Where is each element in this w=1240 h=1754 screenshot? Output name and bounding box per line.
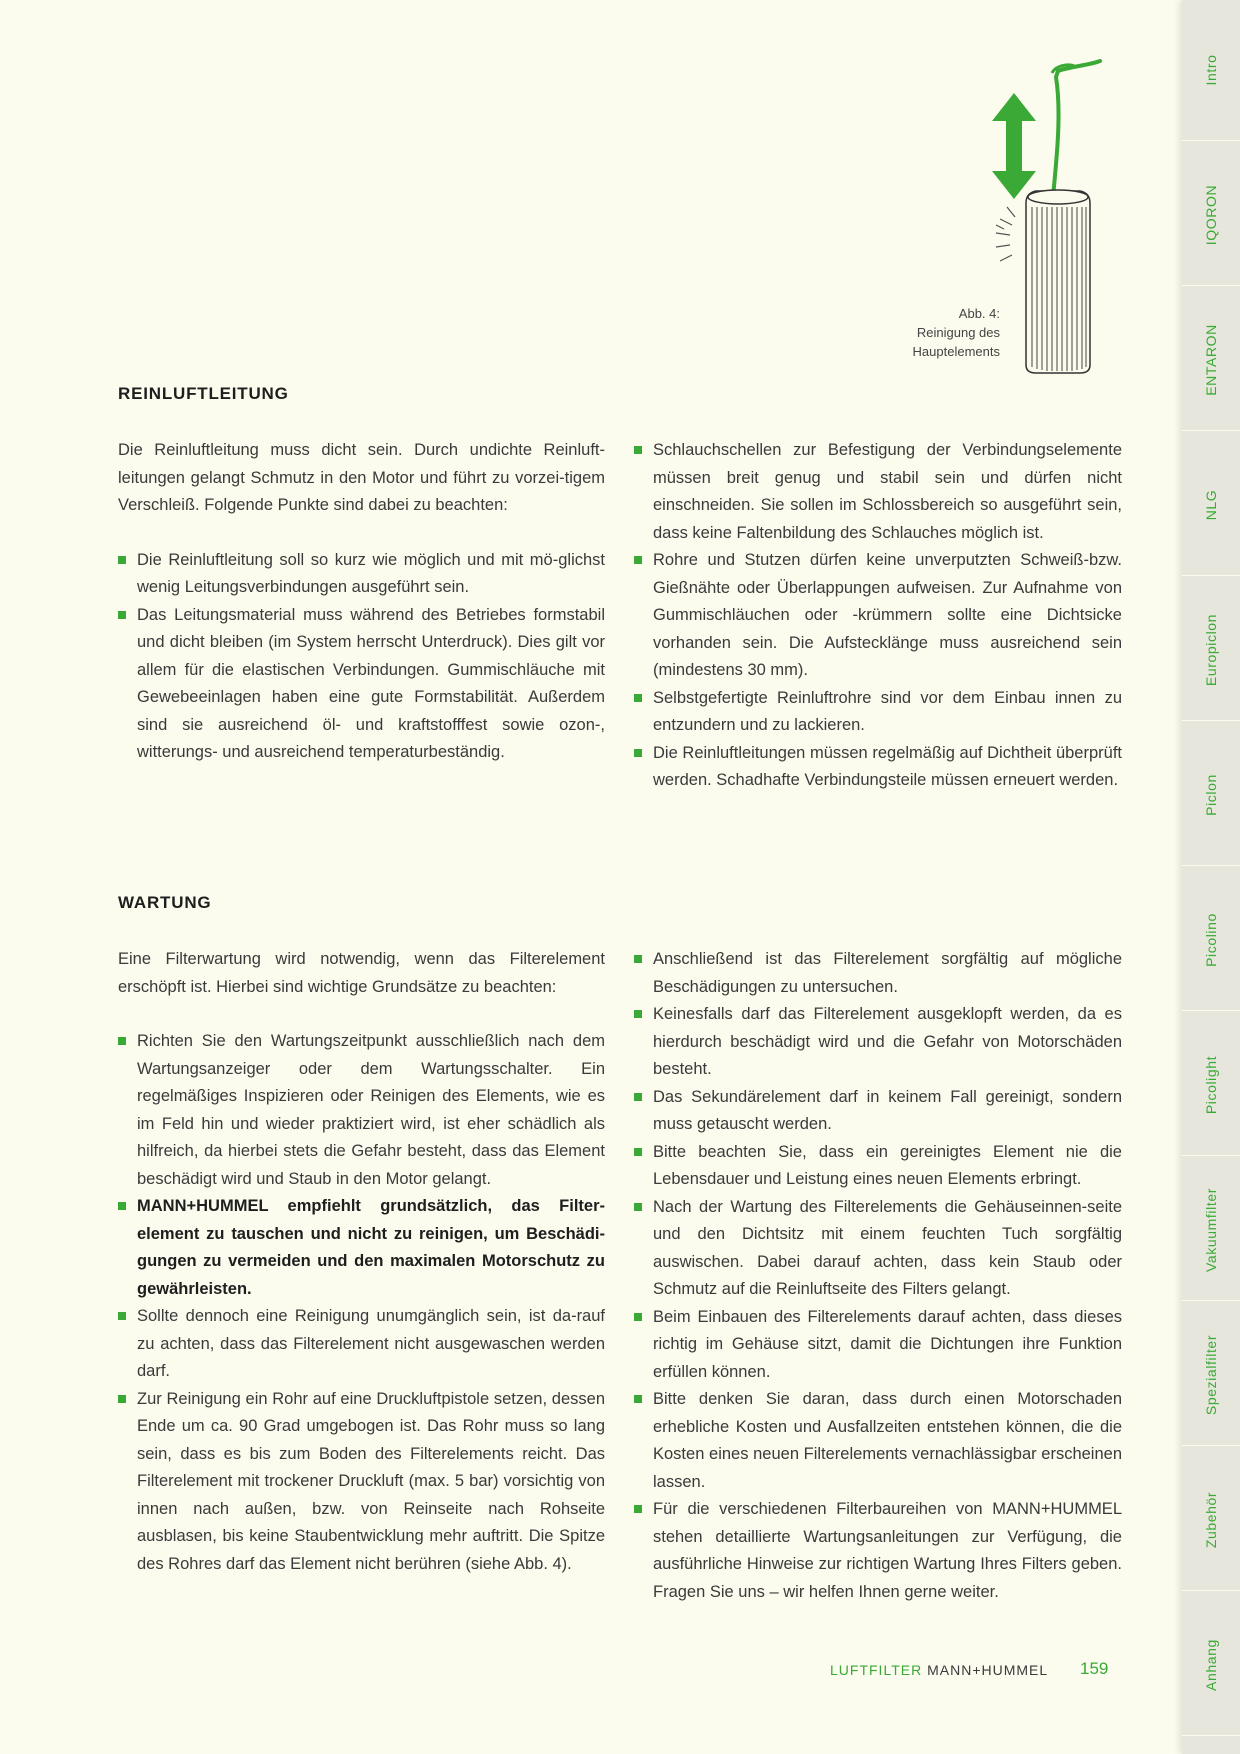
up-down-arrow-icon [992,93,1036,199]
section2-right-list [634,946,1122,1606]
tab-label: Vakuumfilter [1203,1188,1219,1272]
section-tab-strip [1182,0,1240,1754]
tab-anhang[interactable] [1182,1595,1240,1736]
tab-intro[interactable] [1182,0,1240,141]
list-item: Die Reinluftleitungen müssen regelmäßig auf Dichtheit überprüft werden. Schadhafte Verbindungsteile müssen erneuert werden. [634,740,1122,795]
tab-label: Picolight [1203,1055,1219,1115]
list-item: Rohre und Stutzen dürfen keine unverputzten Schweiß-bzw. Gießnähte oder Überlappungen aufweisen. Zur Aufnahme von Gummischläuchen oder -krümmern sollte eine Dichtsicke vorhanden sein. Die Aufstecklänge muss ausreichend sein (mindestens 30 mm). [634,547,1122,685]
list-item: Das Leitungsmaterial muss während des Betriebes formstabil und dicht bleiben (im System herrscht Unterdruck). Dies gilt vor allem für die elastischen Verbindungen. Gummischläuche mit Gewebeeinlagen haben eine gute Formstabilität. Außerdem sind sie ausreichend öl- und kraftstofffest sowie ozon-, witterungs- und ausreichend temperaturbeständig. [118,602,605,767]
footer-brand-company: MANN+HUMMEL [927,1662,1049,1678]
tab-zubehoer[interactable] [1182,1450,1240,1591]
tab-vakuumfilter[interactable] [1182,1160,1240,1301]
tab-picolino[interactable] [1182,870,1240,1011]
section2-left-list [118,1028,605,1578]
list-item: Sollte dennoch eine Reinigung unumgänglich sein, ist da-rauf zu achten, dass das Filterelement nicht ausgewaschen werden darf. [118,1303,605,1386]
tab-label: IQORON [1203,184,1219,246]
figure-caption: Abb. 4: Reinigung des Hauptelements [912,306,1000,359]
section1-intro: Die Reinluftleitung muss dicht sein. Durch undichte Reinluft-leitungen gelangt Schmutz in den Motor und führt zu vorzei-tigem Verschleiß. Folgende Punkte sind dabei zu beachten: [118,441,605,514]
tab-label: Spezialfilter [1203,1334,1219,1416]
tab-picolight[interactable] [1182,1015,1240,1156]
section-heading-reinluftleitung: REINLUFTLEITUNG [118,384,289,403]
tab-label: NLG [1203,489,1219,521]
list-item: Anschließend ist das Filterelement sorgfältig auf mögliche Beschädigungen zu untersuchen. [634,946,1122,1001]
section2-left-column [118,946,605,1578]
tab-entaron[interactable] [1182,290,1240,431]
tab-iqoron[interactable] [1182,145,1240,286]
filter-element-icon [1026,190,1090,373]
section2-intro: Eine Filterwartung wird notwendig, wenn das Filterelement erschöpft ist. Hierbei sind wichtige Grundsätze zu beachten: [118,950,605,996]
dust-lines [996,207,1015,261]
section1-right-list [634,437,1122,795]
tab-nlg[interactable] [1182,435,1240,576]
tab-label: Piclon [1203,774,1219,816]
list-item: Bitte denken Sie daran, dass durch einen Motorschaden erhebliche Kosten und Ausfallzeiten entstehen können, die die Kosten eines neuen Filterelements vernachlässigbar erscheinen lassen. [634,1386,1122,1496]
tab-label: ENTARON [1203,324,1219,396]
tab-label: Intro [1203,54,1219,86]
list-item: Beim Einbauen des Filterelements darauf achten, dass dieses richtig im Gehäuse sitzt, damit die Dichtungen ihre Funktion erfüllen können. [634,1304,1122,1387]
tab-spezialfilter[interactable] [1182,1305,1240,1446]
tab-label: Anhang [1203,1639,1219,1691]
tab-piclon[interactable] [1182,725,1240,866]
list-item: Zur Reinigung ein Rohr auf eine Druckluftpistole setzen, dessen Ende um ca. 90 Grad umgebogen ist. Das Rohr muss so lang sein, dass es bis zum Boden des Filterelements reicht. Das Filterelement mit trockener Druckluft (max. 5 bar) vorsichtig von innen nach außen, bzw. von Reinseite nach Rohseite ausblasen, bis keine Staubentwicklung mehr auftritt. Die Spitze des Rohres darf das Element nicht berühren (siehe Abb. 4). [118,1386,605,1579]
footer-brand [830,1662,1048,1678]
tab-europiclon[interactable] [1182,580,1240,721]
section1-left-column [118,437,605,767]
page-number: 159 [1080,1659,1109,1678]
tab-label: Picolino [1203,913,1219,967]
tab-label: Europiclon [1203,613,1219,687]
list-item: Das Sekundärelement darf in keinem Fall gereinigt, sondern muss getauscht werden. [634,1084,1122,1139]
list-item: Richten Sie den Wartungszeitpunkt ausschließlich nach dem Wartungsanzeiger oder dem Wartungsschalter. Ein regelmäßiges Inspizieren oder Reinigen des Elements, wie es im Feld hin und wieder praktiziert wird, ist eher schädlich als hilfreich, da hierbei stets die Gefahr besteht, dass das Element beschädigt wird und Staub in den Motor gelangt. [118,1028,605,1193]
list-item: Für die verschiedenen Filterbaureihen von MANN+HUMMEL stehen detaillierte Wartungsanleitungen zur Verfügung, die ausführliche Hinweise zur richtigen Wartung Ihres Filters geben. Fragen Sie uns – wir helfen Ihnen gerne weiter. [634,1496,1122,1606]
list-item: Keinesfalls darf das Filterelement ausgeklopft werden, da es hierdurch beschädigt wird und die Gefahr von Motorschäden besteht. [634,1001,1122,1084]
list-item-emphasis: MANN+HUMMEL empfiehlt grundsätzlich, das Filter-element zu tauschen und nicht zu reinigen, um Beschädi-gungen zu vermeiden und den maximalen Motorschutz zu gewährleisten. [118,1193,605,1303]
section1-left-list [118,547,605,767]
tab-label: Zubehör [1203,1491,1219,1549]
list-item: Schlauchschellen zur Befestigung der Verbindungselemente müssen breit genug und stabil sein und dürfen nicht einschneiden. Sie sollen im Schlossbereich so ausgeführt sein, dass keine Faltenbildung des Schlauches möglich ist. [634,437,1122,547]
list-item: Die Reinluftleitung soll so kurz wie möglich und mit mö-glichst wenig Leitungsverbindungen ausgeführt sein. [118,547,605,602]
list-item: Nach der Wartung des Filterelements die Gehäuseinnen-seite und den Dichtsitz mit einem feuchten Tuch sorgfältig auswischen. Dabei darauf achten, dass kein Staub oder Schmutz auf die Reinluftseite des Filters gelangt. [634,1194,1122,1304]
footer-brand-category: LUFTFILTER [830,1662,923,1678]
section2-right-column [634,946,1122,1606]
list-item: Selbstgefertigte Reinluftrohre sind vor dem Einbau innen zu entzundern und zu lackieren. [634,685,1122,740]
list-item: Bitte beachten Sie, dass ein gereinigtes Element nie die Lebensdauer und Leistung eines neuen Elements erbringt. [634,1139,1122,1194]
section-heading-wartung: WARTUNG [118,893,212,912]
section1-right-column [634,437,1122,795]
